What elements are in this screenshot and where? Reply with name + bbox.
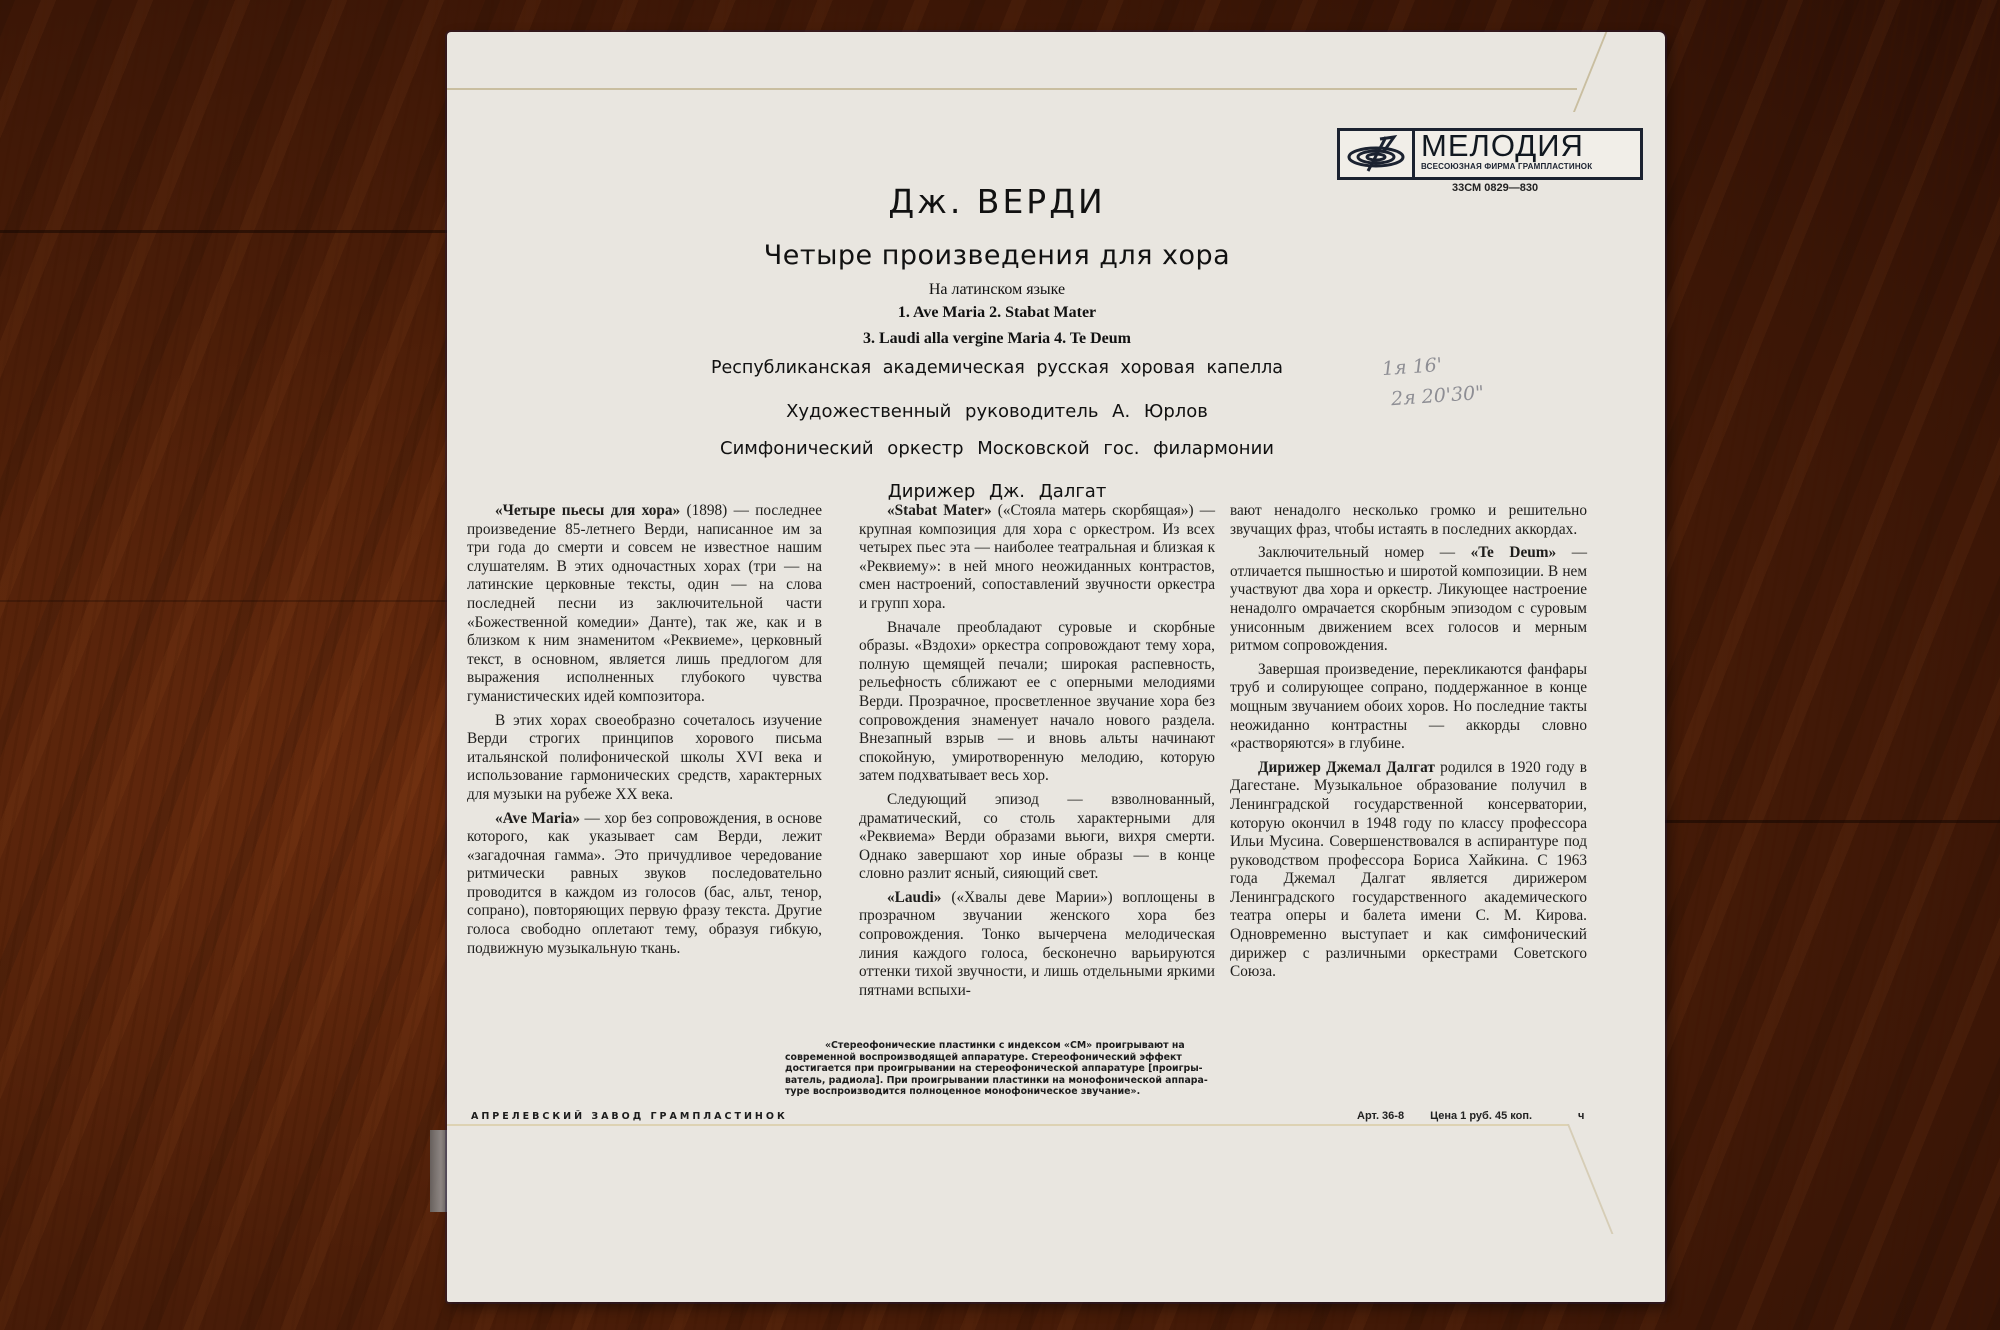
track-list-line-2: 3. Laudi alla vergine Maria 4. Te Deum bbox=[863, 330, 1131, 347]
paragraph: вают ненадолго несколько громко и решительно звучащих фраз, чтобы истаять в последних аккордах. bbox=[1230, 502, 1587, 538]
price-row bbox=[1357, 1110, 1584, 1122]
paragraph: «Laudi» («Хвалы деве Марии») воплощены в прозрачном звучании женского хора без сопровождения. Тонко вычерчена мелодическая линия каждого голоса, бесконечно варьируются оттенки тихой звучности, и лишь отдельными яркими пятнами вспыхи- bbox=[859, 888, 1215, 999]
catalog-number: 33СМ 0829—830 bbox=[1452, 182, 1539, 194]
print-mark: ч bbox=[1578, 1110, 1585, 1122]
sleeve-flap-fold bbox=[1573, 32, 1607, 112]
performer-orchestra: Симфонический оркестр Московской гос. филармонии bbox=[720, 438, 1274, 459]
factory-name: АПРЕЛЕВСКИЙ ЗАВОД ГРАМПЛАСТИНОК bbox=[471, 1111, 788, 1122]
paragraph: Следующий эпизод — взволнованный, драматический, со столь характерными для «Реквиема» Верди образами вьюги, вихря смерти. Однако завершают хор иные образы — в конце словно разлит ясный, сияющий свет. bbox=[859, 790, 1215, 883]
paragraph: Завершая произведение, перекликаются фанфары труб и солирующее сопрано, поддержанное в конце мощным звучанием обоих хоров. Но последние такты неожиданно контрастны — аккорды словно «растворяются» в глубине. bbox=[1230, 660, 1587, 753]
paragraph: Вначале преобладают суровые и скорбные образы. «Вздохи» оркестра сопровождают тему хора, полную щемящей печали; широкая распевность, рельефность сближают ее с оперными мелодиями Верди. Прозрачное, просветленное звучание хора без сопровождения знаменует начало нового раздела. Внезапный взрыв — и вновь альты начинают спокойную, умиротворенную мелодию, которую затем подхватывает весь хор. bbox=[859, 618, 1215, 785]
sleeve-bottom-fold bbox=[447, 1124, 1569, 1126]
price: Цена 1 руб. 45 коп. bbox=[1430, 1110, 1533, 1122]
record-sleeve-back bbox=[447, 32, 1665, 1302]
performer-conductor: Дирижер Дж. Далгат bbox=[887, 481, 1107, 502]
brand-name: МЕЛОДИЯ bbox=[1421, 128, 1584, 163]
handwritten-duration-side-2: 2я 20'30" bbox=[1390, 381, 1485, 411]
handwritten-duration-side-1: 1я 16' bbox=[1381, 353, 1443, 381]
composer-name: Дж. ВЕРДИ bbox=[888, 182, 1106, 221]
stereo-notice: «Стереофонические пластинки с индексом «СМ» проигрывают на современной воспроизводящей аппаратуре. Стереофонический эффект достигается при проигрывании на стереофонической аппаратуре [проигры- ватель, радиола]. При проигрывании пластинки на монофонической аппара- туре воспроизводится полноценное монофоническое звучание». bbox=[785, 1040, 1208, 1097]
melodiya-logo bbox=[1337, 128, 1643, 180]
liner-notes-column-1 bbox=[467, 502, 822, 963]
wood-seam bbox=[0, 230, 447, 233]
sleeve-flap-fold bbox=[447, 88, 1577, 90]
wood-seam bbox=[1665, 820, 2000, 823]
record-note-icon bbox=[1340, 131, 1415, 177]
paragraph: Заключительный номер — «Te Deum» — отличается пышностью и широтой композиции. В нем участвуют два хора и оркестр. Ликующее настроение ненадолго омрачается скорбным эпизодом с суровым унисонным движением всех голосов и мерным ритмом сопровождения. bbox=[1230, 544, 1587, 655]
brand-subtitle: ВСЕСОЮЗНАЯ ФИРМА ГРАМПЛАСТИНОК bbox=[1421, 162, 1593, 171]
work-title: Четыре произведения для хора bbox=[763, 240, 1231, 271]
language-note: На латинском языке bbox=[928, 281, 1066, 298]
paragraph: «Четыре пьесы для хора» (1898) — последнее произведение 85-летнего Верди, написанное им за три года до смерти и совсем не известное нашим слушателям. В этих одночастных хорах (три — на латинские церковные тексты, один — на слова последней песни из заключительной части «Божественной комедии» Данте), так же, как и в близком к ним знаменитом «Реквиеме», церковный текст, в основном, является лишь предлогом для выражения исполненных глубокого чувства гуманистических идей композитора. bbox=[467, 502, 822, 705]
wood-seam bbox=[0, 600, 447, 602]
sleeve-bottom-fold bbox=[1567, 1124, 1613, 1234]
liner-notes-column-2 bbox=[859, 502, 1215, 1005]
article-number: Арт. 36-8 bbox=[1357, 1110, 1405, 1122]
track-list-line-1: 1. Ave Maria 2. Stabat Mater bbox=[897, 304, 1097, 321]
paragraph: Дирижер Джемал Далгат родился в 1920 году в Дагестане. Музыкальное образование получил в Ленинградской государственной консерватории, которую окончил в 1948 году по классу профессора Ильи Мусина. Совершенствовался в аспирантуре под руководством профессора Бориса Хайкина. С 1963 года Джемал Далгат является дирижером Ленинградского государственного академического театра оперы и балета имени С. М. Кирова. Одновременно выступает и как симфонический дирижер с различными оркестрами Советского Союза. bbox=[1230, 758, 1588, 981]
liner-notes-column-3 bbox=[1230, 502, 1587, 987]
paragraph: В этих хорах своеобразно сочеталось изучение Верди строгих принципов хорового письма итальянской полифонической школы XVI века и использование гармонических средств, характерных для музыки на рубеже XX века. bbox=[467, 711, 822, 803]
paragraph: «Ave Maria» — хор без сопровождения, в основе которого, как указывает сам Верди, лежит «загадочная гамма». Это причудливое чередование ритмически равных звуков последовательно проводится в каждом из голосов (бас, альт, тенор, сопрано), повторяющих первую фразу текста. Другие голоса свободно оплетают тему, образуя гибкую, подвижную музыкальную ткань. bbox=[467, 809, 822, 957]
performer-artistic-director: Художественный руководитель А. Юрлов bbox=[786, 401, 1208, 422]
paragraph: «Stabat Mater» («Стояла матерь скорбящая») — крупная композиция для хора с оркестром. Из всех четырех пьес эта — наиболее театральная и близкая к «Реквиему»: в ней много неожиданных контрастов, смен настроений, сопоставлений звучности оркестра и групп хора. bbox=[859, 502, 1215, 612]
performer-choir: Республиканская академическая русская хоровая капелла bbox=[710, 358, 1284, 378]
